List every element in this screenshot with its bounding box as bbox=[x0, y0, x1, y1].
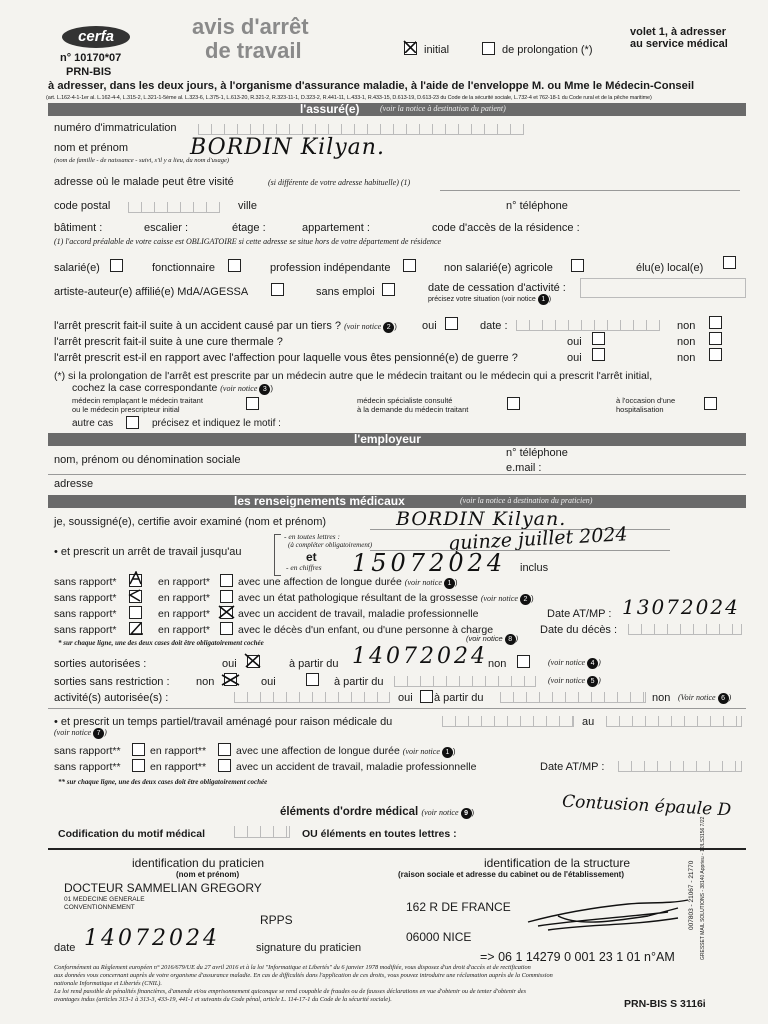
date-letters-value[interactable]: quinze juillet 2024 bbox=[447, 523, 629, 555]
assure-band bbox=[48, 103, 746, 116]
rapport-row4-sans-checkbox[interactable] bbox=[129, 622, 142, 635]
status-agricole-checkbox[interactable] bbox=[571, 259, 584, 272]
prolong-note-line2: cochez la case correspondante (voir notice 3 ) bbox=[72, 382, 274, 394]
prolongation-label: de prolongation (*) bbox=[502, 44, 593, 56]
activite-oui-checkbox[interactable] bbox=[420, 690, 433, 703]
postal-code-field[interactable] bbox=[128, 202, 220, 213]
letters-sub: (à compléter obligatoirement) bbox=[288, 541, 373, 549]
q-cure-oui: oui bbox=[567, 336, 582, 348]
activite-date-field[interactable] bbox=[500, 692, 646, 703]
other-case-label: autre cas bbox=[72, 418, 114, 429]
employer-phone-label: n° téléphone bbox=[506, 447, 568, 459]
form-code: PRN-BIS bbox=[66, 66, 112, 78]
rapport-row2-en: en rapport* bbox=[158, 592, 210, 604]
access-code-label: code d'accès de la résidence : bbox=[432, 222, 580, 234]
rapport-row3-label: avec un accident de travail, maladie professionnelle bbox=[238, 608, 479, 620]
rapport-row4-en: en rapport* bbox=[158, 624, 210, 636]
q-accident-non: non bbox=[677, 320, 696, 332]
immatriculation-field[interactable] bbox=[198, 124, 524, 135]
employeur-band bbox=[48, 433, 746, 446]
sorties-sr-oui-checkbox[interactable] bbox=[306, 673, 319, 686]
unemployed-label: sans emploi bbox=[316, 286, 375, 298]
status-salarie-checkbox[interactable] bbox=[110, 259, 123, 272]
signature-icon bbox=[518, 896, 698, 936]
letters-label: - en toutes lettres : bbox=[284, 532, 340, 541]
notice-6-icon: 6 bbox=[718, 693, 729, 704]
rapport-row1-note: (voir notice bbox=[404, 578, 442, 587]
rgpd-line1: Conformément au Règlement européen n° 2016/679/UE du 27 avril 2016 et à la loi "Informatique et Libertés" du 6 janvier 1978 modifiée, vous disposez d'un droit d'accès et de rectification bbox=[54, 964, 531, 971]
partial-row1-sans: sans rapport** bbox=[54, 745, 121, 757]
q-pension-label: l'arrêt prescrit est-il en rapport avec l'affection pour laquelle vous êtes pensionné(e) de guerre ? bbox=[54, 352, 518, 364]
structure-title: identification de la structure bbox=[484, 856, 631, 870]
assure-band-title: l'assuré(e) bbox=[300, 102, 360, 116]
volet-line2: au service médical bbox=[630, 38, 728, 50]
partial-row1-en-checkbox[interactable] bbox=[218, 743, 231, 756]
rapport-row2-sans-checkbox[interactable] bbox=[129, 590, 142, 603]
medical-band-note: (voir la notice à destination du praticien) bbox=[460, 496, 593, 505]
checkmark-icon bbox=[244, 653, 262, 669]
structure-am-number: => 06 1 14279 0 001 23 1 01 n°AM bbox=[480, 950, 675, 964]
notice-8-icon: 8 bbox=[505, 634, 516, 645]
visit-address-line[interactable] bbox=[440, 190, 740, 191]
notice-2-icon: 2 bbox=[383, 322, 394, 333]
q-cure-non-checkbox[interactable] bbox=[709, 332, 722, 345]
structure-street: 162 R DE FRANCE bbox=[406, 900, 511, 914]
activite-from: à partir du bbox=[434, 692, 484, 704]
partial-to-field[interactable] bbox=[606, 716, 742, 727]
rapport-row4-note: (voir notice 8 ) bbox=[466, 634, 519, 643]
partial-voir-text: (voir notice bbox=[54, 728, 92, 737]
sorties-non-label: non bbox=[488, 658, 507, 670]
inclus-label: inclus bbox=[520, 562, 549, 574]
volet-line1: volet 1, à adresser bbox=[630, 26, 727, 38]
figures-label: - en chiffres bbox=[286, 563, 322, 572]
sorties-voir: (voir notice 4 ) bbox=[548, 658, 601, 667]
praticien-date-value[interactable]: 14072024 bbox=[84, 926, 220, 951]
rapport-row4-sans: sans rapport* bbox=[54, 624, 117, 636]
q-accident-text: l'arrêt prescrit fait-il suite à un accident causé par un tiers ? bbox=[54, 320, 342, 332]
structure-city: 06000 NICE bbox=[406, 930, 472, 944]
partial-from-field[interactable] bbox=[442, 716, 574, 727]
prolong-opt2-line2: à la demande du médecin traitant bbox=[357, 405, 469, 414]
name-sub-note: (nom de famille - de naissance - suivi, s'il y a lieu, du nom d'usage) bbox=[54, 157, 229, 164]
unemployed-checkbox[interactable] bbox=[382, 283, 395, 296]
prolong-opt3-line2: hospitalisation bbox=[616, 405, 664, 414]
page-title-line1: avis d'arrêt bbox=[192, 14, 309, 39]
partial-row1-text: avec une affection de longue durée bbox=[236, 745, 400, 757]
postal-code-label: code postal bbox=[54, 200, 111, 212]
date-atmp-value[interactable]: 13072024 bbox=[622, 595, 740, 619]
praticien-date-label: date bbox=[54, 942, 76, 954]
prolong-opt2-checkbox[interactable] bbox=[507, 397, 520, 410]
other-case-checkbox[interactable] bbox=[126, 416, 139, 429]
q-accident-date-label: date : bbox=[480, 320, 508, 332]
praticien-specialty-line1: 01 MEDECINE GENERALE bbox=[64, 896, 145, 903]
sorties-sr-voir: (voir notice 5 ) bbox=[548, 676, 601, 685]
q-accident-note: (voir notice bbox=[344, 322, 382, 331]
city-label: ville bbox=[238, 200, 257, 212]
medical-band-title: les renseignements médicaux bbox=[234, 494, 405, 508]
rapport-row1-sans-checkbox[interactable] bbox=[129, 574, 142, 587]
mandatory-note-2: ** sur chaque ligne, une des deux cases doit être obligatoirement cochée bbox=[58, 778, 268, 786]
notice-1-icon: 1 bbox=[442, 747, 453, 758]
rapport-row2-text: avec un état pathologique résultant de la grossesse bbox=[238, 592, 478, 604]
cerfa-logo-text: cerfa bbox=[78, 28, 114, 45]
cerfa-logo bbox=[62, 26, 130, 48]
status-elu-checkbox[interactable] bbox=[723, 256, 736, 269]
checkmark-icon bbox=[128, 589, 142, 603]
activite-non: non bbox=[652, 692, 671, 704]
praticien-id-sub: (nom et prénom) bbox=[176, 870, 240, 879]
partial-atmp-field[interactable] bbox=[618, 761, 742, 772]
elements-value[interactable]: Contusion épaule D bbox=[561, 791, 732, 821]
praticien-separator bbox=[48, 848, 746, 850]
rgpd-line2: aux données vous concernant auprès de votre organisme d'assurance maladie. En cas de difficultés dans l'application de ces droits, vous pouvez introduire une réclamation auprès de la Commission bbox=[54, 972, 553, 979]
prolongation-checkbox[interactable] bbox=[482, 42, 495, 55]
notice-1-icon: 1 bbox=[538, 294, 549, 305]
apartment-label: appartement : bbox=[302, 222, 370, 234]
sorties-label: sorties autorisées : bbox=[54, 658, 147, 670]
prolong-note-voir: (voir notice bbox=[220, 384, 258, 393]
rapport-row3-en: en rapport* bbox=[158, 608, 210, 620]
partial-row2-en: en rapport** bbox=[150, 761, 207, 773]
cessation-date-field[interactable] bbox=[580, 278, 746, 298]
partial-row2-sans: sans rapport** bbox=[54, 761, 121, 773]
visit-address-label: adresse où le malade peut être visité bbox=[54, 176, 234, 188]
other-precise-label: précisez et indiquez le motif : bbox=[152, 418, 281, 429]
notice-4-icon: 4 bbox=[587, 658, 598, 669]
partial-label: • et prescrit un temps partiel/travail aménagé pour raison médicale du bbox=[54, 716, 393, 728]
rapport-row3-sans: sans rapport* bbox=[54, 608, 117, 620]
employer-address-label: adresse bbox=[54, 478, 94, 490]
page-title-line2: de travail bbox=[205, 38, 302, 63]
q-pension-oui-checkbox[interactable] bbox=[592, 348, 605, 361]
notice-1-icon: 1 bbox=[444, 578, 455, 589]
prolong-note-text: cochez la case correspondante bbox=[72, 382, 218, 394]
status-salarie-label: salarié(e) bbox=[54, 262, 100, 274]
rapport-row2-note: (voir notice bbox=[480, 594, 518, 603]
initial-label: initial bbox=[424, 44, 450, 56]
rgpd-line3: nationale Informatique et Libertés (CNIL). bbox=[54, 980, 162, 987]
visit-address-note: (si différente de votre adresse habituelle) (1) bbox=[268, 178, 411, 187]
activite-field[interactable] bbox=[234, 692, 390, 703]
status-independant-label: profession indépendante bbox=[270, 262, 391, 274]
rapport-row1-en: en rapport* bbox=[158, 576, 210, 588]
rapport-row3-sans-checkbox[interactable] bbox=[129, 606, 142, 619]
name-value[interactable]: BORDIN Kilyan. bbox=[190, 135, 385, 160]
employer-separator bbox=[48, 474, 746, 475]
q-accident-oui-checkbox[interactable] bbox=[445, 317, 458, 330]
certify-value[interactable]: BORDIN Kilyan. bbox=[396, 508, 567, 530]
q-accident-non-checkbox[interactable] bbox=[709, 316, 722, 329]
prolong-note-line1: (*) si la prolongation de l'arrêt est prescrite par un médecin autre que le médecin traitant ou le médecin qui a prescrit l'arrêt initial, bbox=[54, 370, 653, 382]
status-fonctionnaire-label: fonctionnaire bbox=[152, 262, 215, 274]
prolong-opt1-checkbox[interactable] bbox=[246, 397, 259, 410]
rgpd-line4: La loi rend passible de pénalités financières, d'amende et/ou emprisonnement quiconque se rend coupable de fraudes ou de fausses déclarations en vue d'obtenir ou de tenter d'obtenir des bbox=[54, 988, 527, 995]
prescribe-label: • et prescrit un arrêt de travail jusqu'au bbox=[54, 546, 242, 558]
stairs-label: escalier : bbox=[144, 222, 189, 234]
sorties-sr-non: non bbox=[196, 676, 215, 688]
phone-label: n° téléphone bbox=[506, 200, 568, 212]
sorties-from-label: à partir du bbox=[289, 658, 339, 670]
mandatory-note: * sur chaque ligne, une des deux cases doit être obligatoirement cochée bbox=[58, 639, 264, 647]
assure-band-note: (voir la notice à destination du patient) bbox=[380, 104, 506, 113]
sorties-oui: oui bbox=[222, 658, 237, 670]
employer-email-label: e.mail : bbox=[506, 462, 542, 474]
rapport-row1-en-checkbox[interactable] bbox=[220, 574, 233, 587]
employer-name-label: nom, prénom ou dénomination sociale bbox=[54, 454, 241, 466]
certify-label: je, soussigné(e), certifie avoir examiné (nom et prénom) bbox=[54, 516, 327, 528]
partial-row2-en-checkbox[interactable] bbox=[218, 759, 231, 772]
rapport-row1-sans: sans rapport* bbox=[54, 576, 117, 588]
prolong-opt2-line1: médecin spécialiste consulté bbox=[357, 396, 453, 405]
address-instructions: à adresser, dans les deux jours, à l'organisme d'assurance maladie, à l'aide de l'enveloppe M. ou Mme le Médecin-Conseil bbox=[48, 80, 695, 92]
codification-field[interactable] bbox=[234, 826, 290, 838]
partial-voir: (voir notice 7 ) bbox=[54, 728, 107, 737]
rapport-row2-sans: sans rapport* bbox=[54, 592, 117, 604]
partial-atmp-label: Date AT/MP : bbox=[540, 761, 605, 773]
status-agricole-label: non salarié(e) agricole bbox=[444, 262, 553, 274]
partial-row2-label: avec un accident de travail, maladie professionnelle bbox=[236, 761, 477, 773]
rapport-row4-en-checkbox[interactable] bbox=[220, 622, 233, 635]
cessation-sub-text: précisez votre situation (voir notice bbox=[428, 296, 536, 303]
checkmark-icon bbox=[128, 571, 142, 585]
partial-row1-label: avec une affection de longue durée (voir notice 1 ) bbox=[236, 745, 456, 757]
q-pension-non-checkbox[interactable] bbox=[709, 348, 722, 361]
prescribe-bracket bbox=[274, 534, 281, 576]
building-label: bâtiment : bbox=[54, 222, 103, 234]
rgpd-line5: avantages indus (articles 313-1 à 313-3, 433-19, 441-1 et suivants du Code pénal, article L. 114-17-1 du Code de la sécurité sociale). bbox=[54, 996, 392, 1003]
codification-label: Codification du motif médical bbox=[58, 828, 206, 840]
employeur-band-title: l'employeur bbox=[354, 432, 421, 446]
cessation-sub: précisez votre situation (voir notice 1 ) bbox=[428, 296, 552, 303]
signature-label: signature du praticien bbox=[256, 942, 362, 954]
sorties-sr-non-checkbox[interactable] bbox=[224, 673, 237, 686]
legal-references: (art. L.162-4-1-1er al. L.162-4-4, L.315-2, L.321-1-5ème al. L.323-6, L.375-1, L.613-20, R.321-2, R.323-11-1, D.323-2, R.441-11, L.433-1, R.433-15, D.613-19, D.613-23 du Code de la sécurité sociale, L.732-4 et 762-18-1 du Code rural et de la pêche maritime) bbox=[46, 95, 652, 101]
status-fonctionnaire-checkbox[interactable] bbox=[228, 259, 241, 272]
partial-row1-sans-checkbox[interactable] bbox=[132, 743, 145, 756]
q-accident-oui: oui bbox=[422, 320, 437, 332]
rapport-row2-en-checkbox[interactable] bbox=[220, 590, 233, 603]
date-deces-label: Date du décès : bbox=[540, 624, 618, 636]
name-label: nom et prénom bbox=[54, 142, 128, 154]
checkmark-icon bbox=[221, 673, 241, 687]
notice-3-icon: 3 bbox=[259, 384, 270, 395]
sorties-oui-checkbox[interactable] bbox=[247, 655, 260, 668]
q-cure-oui-checkbox[interactable] bbox=[592, 332, 605, 345]
status-elu-label: élu(e) local(e) bbox=[636, 262, 704, 274]
consent-note: (1) l'accord préalable de votre caisse est OBLIGATOIRE si cette adresse se situe hors de votre département de résidence bbox=[54, 237, 442, 246]
status-independant-checkbox[interactable] bbox=[403, 259, 416, 272]
date-deces-field[interactable] bbox=[628, 624, 742, 635]
partial-row1-note: (voir notice bbox=[402, 747, 440, 756]
rapport-row3-en-checkbox[interactable] bbox=[220, 606, 233, 619]
rapport-row1-text: avec une affection de longue durée bbox=[238, 576, 402, 588]
floor-label: étage : bbox=[232, 222, 266, 234]
sorties-non-checkbox[interactable] bbox=[517, 655, 530, 668]
notice-5-icon: 5 bbox=[587, 676, 598, 687]
notice-7-icon: 7 bbox=[93, 728, 104, 739]
sorties-voir-text: (voir notice bbox=[548, 658, 586, 667]
q-cure-label: l'arrêt prescrit fait-il suite à une cure thermale ? bbox=[54, 336, 283, 348]
sorties-date-value[interactable]: 14072024 bbox=[352, 644, 488, 669]
partial-row1-en: en rapport** bbox=[150, 745, 207, 757]
q-pension-non: non bbox=[677, 352, 696, 364]
codification-or-label: OU éléments en toutes lettres : bbox=[302, 828, 457, 840]
rapport-row4-label: avec le décès d'un enfant, ou d'une personne à charge bbox=[238, 624, 494, 636]
date-atmp-label: Date AT/MP : bbox=[547, 608, 612, 620]
medical-band bbox=[48, 495, 746, 508]
q-pension-oui: oui bbox=[567, 352, 582, 364]
partial-au-label: au bbox=[582, 716, 595, 728]
partial-separator bbox=[48, 708, 746, 709]
et-label: et bbox=[306, 550, 317, 564]
sorties-sr-date-field[interactable] bbox=[394, 676, 536, 687]
prolong-opt3-line1: à l'occasion d'une bbox=[616, 396, 676, 405]
artist-checkbox[interactable] bbox=[271, 283, 284, 296]
praticien-specialty-line2: CONVENTIONNEMENT bbox=[64, 904, 135, 911]
checkmark-icon bbox=[128, 622, 144, 636]
prolong-opt1-line1: médecin remplaçant le médecin traitant bbox=[72, 396, 203, 405]
cessation-label: date de cessation d'activité : bbox=[428, 282, 566, 294]
artist-label: artiste-auteur(e) affilié(e) MdA/AGESSA bbox=[54, 286, 249, 298]
praticien-name: DOCTEUR SAMMELIAN GREGORY bbox=[64, 881, 262, 895]
form-reference: PRN-BIS S 3116i bbox=[624, 998, 706, 1010]
notice-9-icon: 9 bbox=[461, 808, 472, 819]
activite-oui: oui bbox=[398, 692, 413, 704]
activite-voir: (Voir notice 6 ) bbox=[678, 693, 732, 702]
initial-checkbox[interactable] bbox=[404, 42, 417, 55]
notice-2-icon: 2 bbox=[520, 594, 531, 605]
side-reference-2: GRESSET MAIL SOLUTIONS - 38140 Apprieu - 12/LS3156 7/22 bbox=[700, 816, 706, 960]
elements-label: éléments d'ordre médical (voir notice 9 ) bbox=[280, 806, 475, 818]
partial-row2-sans-checkbox[interactable] bbox=[132, 759, 145, 772]
sorties-sr-oui: oui bbox=[261, 676, 276, 688]
date-figures-value[interactable]: 15072024 bbox=[352, 549, 507, 577]
rapport-row2-label: avec un état pathologique résultant de la grossesse (voir notice 2 ) bbox=[238, 592, 534, 604]
side-reference: 007803 - 21067 - 21770 bbox=[688, 860, 695, 930]
elements-voir: (voir notice bbox=[421, 808, 459, 817]
checkmark-icon bbox=[403, 40, 416, 53]
sorties-sr-voir-text: (voir notice bbox=[548, 676, 586, 685]
checkmark-icon bbox=[218, 605, 236, 619]
praticien-id-title: identification du praticien bbox=[132, 856, 265, 870]
rapport-row1-label: avec une affection de longue durée (voir notice 1 ) bbox=[238, 576, 458, 588]
form-number: n° 10170*07 bbox=[60, 52, 122, 64]
q-cure-non: non bbox=[677, 336, 696, 348]
prolong-opt1-line2: ou le médecin prescripteur initial bbox=[72, 405, 180, 414]
q-accident-date-field[interactable] bbox=[516, 320, 660, 331]
structure-sub: (raison sociale et adresse du cabinet ou de l'établissement) bbox=[398, 870, 624, 879]
rapport-row4-note-text: (voir notice bbox=[466, 634, 503, 643]
q-accident-label: l'arrêt prescrit fait-il suite à un accident causé par un tiers ? (voir notice 2 ) bbox=[54, 320, 397, 332]
activite-label: activité(s) autorisée(s) : bbox=[54, 692, 169, 704]
elements-text: éléments d'ordre médical bbox=[280, 806, 419, 818]
sorties-sr-label: sorties sans restriction : bbox=[54, 676, 170, 688]
activite-voir-text: (Voir notice bbox=[678, 693, 716, 702]
sorties-sr-from: à partir du bbox=[334, 676, 384, 688]
immatriculation-label: numéro d'immatriculation bbox=[54, 122, 177, 134]
prolong-opt3-checkbox[interactable] bbox=[704, 397, 717, 410]
rpps-label: RPPS bbox=[260, 913, 293, 927]
